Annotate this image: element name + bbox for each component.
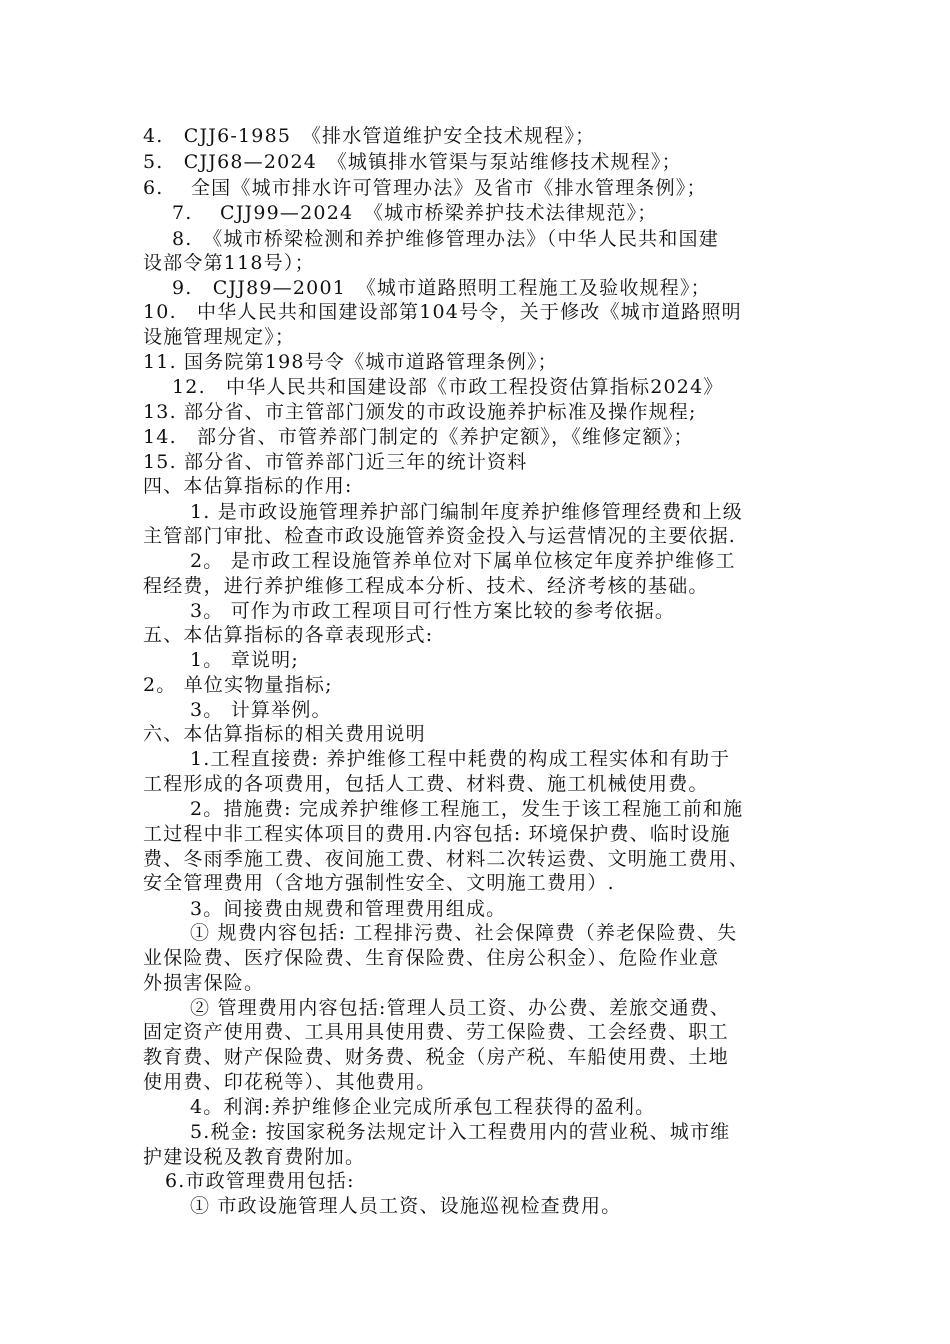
text-line: 1. 是市政设施管理养护部门编制年度养护维修管理经费和上级 (190, 501, 743, 523)
text-line: 5.税金: 按国家税务法规定计入工程费用内的营业税、城市维 (190, 1121, 731, 1143)
text-line: 4. CJJ6-1985 《排水管道维护安全技术规程》； (143, 125, 596, 147)
text-line: 7. CJJ99—2024 《城市桥梁养护技术法律规范》； (172, 202, 658, 224)
text-line: 6.市政管理费用包括: (165, 1170, 355, 1192)
text-line: 4。利润:养护维修企业完成所承包工程获得的盈利。 (190, 1096, 656, 1118)
section-heading: 五、本估算指标的各章表现形式: (143, 624, 434, 646)
text-line: ② 管理费用内容包括:管理人员工资、办公费、差旅交通费、 (190, 997, 731, 1019)
text-line: 6. 全国《城市排水许可管理办法》及省市《排水管理条例》； (143, 177, 707, 199)
text-line: 2。 单位实物量指标; (143, 674, 333, 696)
text-line: 外损害保险。 (143, 972, 265, 994)
text-line: 5. CJJ68—2024 《城镇排水管渠与泵站维修技术规程》； (143, 151, 682, 173)
text-line: 工程形成的各项费用，包括人工费、材料费、施工机械使用费。 (143, 773, 709, 795)
text-line: ① 市政设施管理人员工资、设施巡视检查费用。 (190, 1195, 622, 1217)
text-line: 15. 部分省、市管养部门近三年的统计资料 (143, 451, 528, 473)
text-line: 3。 可作为市政工程项目可行性方案比较的参考依据。 (190, 600, 676, 622)
text-line: 工过程中非工程实体项目的费用.内容包括: 环境保护费、临时设施 (143, 823, 731, 845)
text-line: 9. CJJ89—2001 《城市道路照明工程施工及验收规程》； (172, 277, 711, 299)
text-line: 使用费、印花税等）、其他费用。 (143, 1071, 437, 1093)
text-line: 3。 计算举例。 (190, 699, 332, 721)
section-heading: 四、本估算指标的作用: (143, 475, 353, 497)
text-line: 8. 《城市桥梁检测和养护维修管理办法》（中华人民共和国建 (172, 228, 719, 250)
text-line: 安全管理费用（含地方强制性安全、文明施工费用）. (143, 872, 615, 894)
text-line: 程经费，进行养护维修工程成本分析、技术、经济考核的基础。 (143, 575, 709, 597)
text-line: 设部令第118号）； (143, 252, 315, 274)
text-line: 12. 中华人民共和国建设部《市政工程投资估算指标2024》 (172, 376, 724, 398)
text-line: 2。措施费: 完成养护维修工程施工，发生于该工程施工前和施 (190, 798, 744, 820)
text-line: 14. 部分省、市管养部门制定的《养护定额》，《维修定额》； (143, 426, 694, 448)
text-line: 费、冬雨季施工费、夜间施工费、材料二次转运费、文明施工费用、 (143, 848, 750, 870)
text-line: ① 规费内容包括: 工程排污费、社会保障费（养老保险费、失 (190, 922, 738, 944)
text-line: 11. 国务院第198号令《城市道路管理条例》； (143, 351, 558, 373)
text-line: 教育费、财产保险费、财务费、税金（房产税、车船使用费、土地 (143, 1046, 729, 1068)
text-line: 护建设税及教育费附加。 (143, 1146, 366, 1168)
text-line: 固定资产使用费、工具用具使用费、劳工保险费、工会经费、职工 (143, 1021, 729, 1043)
text-line: 10. 中华人民共和国建设部第104号令，关于修改《城市道路照明 (143, 301, 742, 323)
text-line: 1.工程直接费: 养护维修工程中耗费的构成工程实体和有助于 (190, 748, 731, 770)
text-line: 13. 部分省、市主管部门颁发的市政设施养护标准及操作规程; (143, 401, 697, 423)
section-heading: 六、本估算指标的相关费用说明 (143, 723, 426, 745)
text-line: 主管部门审批、检查市政设施管养资金投入与运营情况的主要依据. (143, 525, 737, 547)
text-line: 设施管理规定》； (143, 326, 296, 348)
text-line: 3。间接费由规费和管理费用组成。 (190, 898, 507, 920)
text-line: 业保险费、医疗保险费、生育保险费、住房公积金）、危险作业意 (143, 947, 720, 969)
text-line: 2。 是市政工程设施管养单位对下属单位核定年度养护维修工 (190, 550, 736, 572)
text-line: 1。 章说明; (190, 649, 299, 671)
